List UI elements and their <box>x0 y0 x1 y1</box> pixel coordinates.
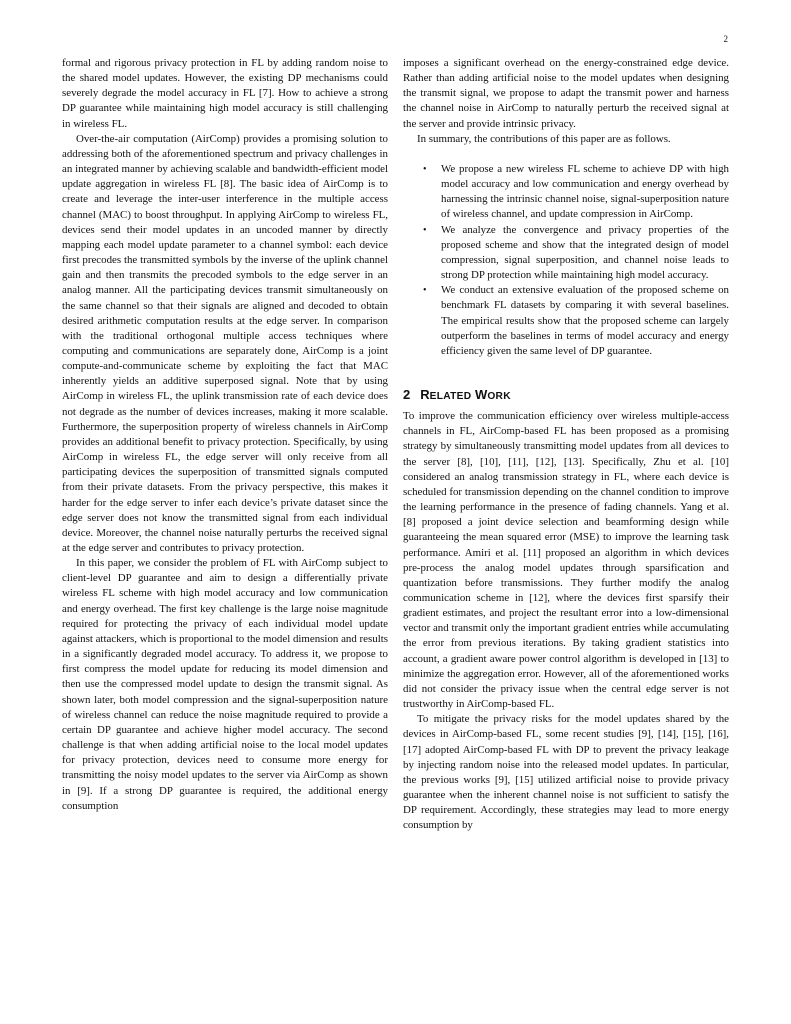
page-number: 2 <box>723 34 728 44</box>
section-title-rest: ORK <box>487 390 511 402</box>
section-number: 2 <box>403 386 411 402</box>
left-column <box>62 56 388 814</box>
section-title-initial: W <box>475 386 488 402</box>
contributions-list <box>403 162 729 359</box>
list-item-text: We propose a new wireless FL scheme to achieve DP with high model accuracy and low communication and energy overhead by harnessing the intrinsic channel noise, signal-superposition nature of wireless channel, and update compression in AirComp. <box>441 162 729 221</box>
right-paragraph-1: imposes a significant overhead on the energy-constrained edge device. Rather than adding artificial noise to the model updates when designing the transmit signal, we propose to adapt the transmit power and harness the channel noise in AirComp to naturally perturb the received signal at the server and provide intrinsic privacy. <box>403 57 729 130</box>
section-title-rest: ELATED <box>429 390 472 402</box>
bullet-icon: • <box>423 163 427 175</box>
left-paragraph-this-paper: In this paper, we consider the problem of FL with AirComp subject to client-level DP guarantee and aim to design a differentially private wireless FL scheme with high model accuracy and low communication and energy overhead. The first key challenge is the large noise magnitude required for protecting the privacy of each individual model update against attackers, which is proportional to the model dimension and results in a significantly degraded model accuracy. To address it, we propose to first compress the model update for reducing its model dimension and then use the compressed model update to design the transmit signal. As shown later, both model compression and the signal-superposition nature of wireless channel can reduce the noise magnitude required to provide a certain DP guarantee and achieve higher model accuracy. The second challenge is that when adding artificial noise to the local model updates for privacy protection, devices need to consume more energy for transmitting the noisy model updates to the server via AirComp as shown in [9]. If a strong DP guarantee is required, the additional energy consumption <box>62 557 388 812</box>
right-paragraph-summary: In summary, the contributions of this paper are as follows. <box>417 132 671 145</box>
right-paragraph-related-1: To improve the communication efficiency over wireless multiple-access channels in FL, AirComp-based FL has been proposed as a promising strategy by simultaneously transmitting model updates from all devices to the server [8], [10], [11], [12], [13]. Specifically, Zhu et al. [10] considered an analog transmission strategy in FL, where each device is scheduled for transmission depending on the channel condition to improve the learning performance in the presence of fading channels. Yang et al. [8] proposed a joint device selection and beamforming design while guaranteeing the mean squared error (MSE) to improve the learning task performance. Amiri et al. [11] proposed an algorithm in which devices pre-process the analog model updates through sparsification and quantization before transmissions. They further modify the analog communication scheme in [12], where the devices first sparsify their gradient estimates, and project the resultant error into a low-dimensional vector and transmit only the important gradient entries while accumulating the error from previous iterations. By taking gradient statistics into account, a gradient aware power control algorithm is developed in [13] to minimize the aggregation error. However, all of the aforementioned works did not consider the privacy issue when the central edge server is not trustworthy in AirComp-based FL. <box>403 410 729 711</box>
bullet-icon: • <box>423 224 427 236</box>
left-paragraph-aircomp: Over-the-air computation (AirComp) provides a promising solution to addressing both of the aforementioned spectrum and privacy challenges in an integrated manner by achieving scalable and bandwidth-efficient model update aggregation in wireless FL [8]. The basic idea of AirComp is to create and leverage the inter-user interference in the multiple access channel (MAC) to boost throughput. In applying AirComp to wireless FL, devices send their model updates in an uncoded manner by directly mapping each model update parameter to a channel symbol: each device first precodes the transmitted symbols by the inverse of the uplink channel gain and then transmits the precoded symbols to the edge server in an analog manner. All the participating devices transmit simultaneously on the same channel so that their signals are aligned and decoded to obtain desired arithmetic computation results at the edge server. In comparison with the traditional orthogonal multiple access techniques where computing and communications are separately done, AirComp is a joint compute-and-communicate scheme by exploiting the fact that MAC inherently yields an additive superposed signal. Note that by using AirComp in wireless FL, the uplink transmission rate of each device does not degrade as the number of devices increases, making it more scalable. Furthermore, the superposition property of wireless channels in AirComp provides an additional benefit to privacy protection. Specifically, by using AirComp in wireless FL, the edge server will only receive from all participating devices the superposition of transmitted signals computed from their private datasets. From the privacy perspective, this makes it harder for the edge server to infer each device’s private dataset since the edge server does not know the transmitted signal from each individual device. Moreover, the channel noise naturally perturbs the received signal at the edge server and contributes to privacy protection. <box>62 132 388 554</box>
section-title-initial: R <box>420 386 430 402</box>
list-item <box>403 283 729 359</box>
left-paragraph-1: formal and rigorous privacy protection in FL by adding random noise to the shared model updates. However, the existing DP mechanisms could severely degrade the model accuracy in FL [7]. How to achieve a strong DP guarantee while maintaining high model accuracy is still challenging in wireless FL. <box>62 57 388 130</box>
right-column <box>403 56 729 834</box>
list-item-text: We analyze the convergence and privacy properties of the proposed scheme and show that the integrated design of model compression, signal superposition, and channel noise leads to strong DP protection while maintaining high model accuracy. <box>441 223 729 282</box>
section-heading-related-work <box>403 387 729 404</box>
bullet-icon: • <box>423 285 427 297</box>
list-item <box>403 223 729 284</box>
list-item-text: We conduct an extensive evaluation of the proposed scheme on benchmark FL datasets by comparing it with several baselines. The empirical results show that the proposed scheme can largely outperform the baselines in terms of model accuracy and energy efficiency given the same level of DP guarantee. <box>441 284 729 357</box>
right-paragraph-related-2: To mitigate the privacy risks for the model updates shared by the devices in AirComp-based FL, some recent studies [9], [14], [15], [16], [17] adopted AirComp-based FL with DP to prevent the privacy leakage by injecting random noise into the released model updates. In particular, the previous works [9], [15] utilized artificial noise to provide privacy guarantee when the inherent channel noise is not sufficient to satisfy the DP requirement. Accordingly, these strategies may lead to more energy consumption by <box>403 713 729 832</box>
list-item <box>403 162 729 223</box>
